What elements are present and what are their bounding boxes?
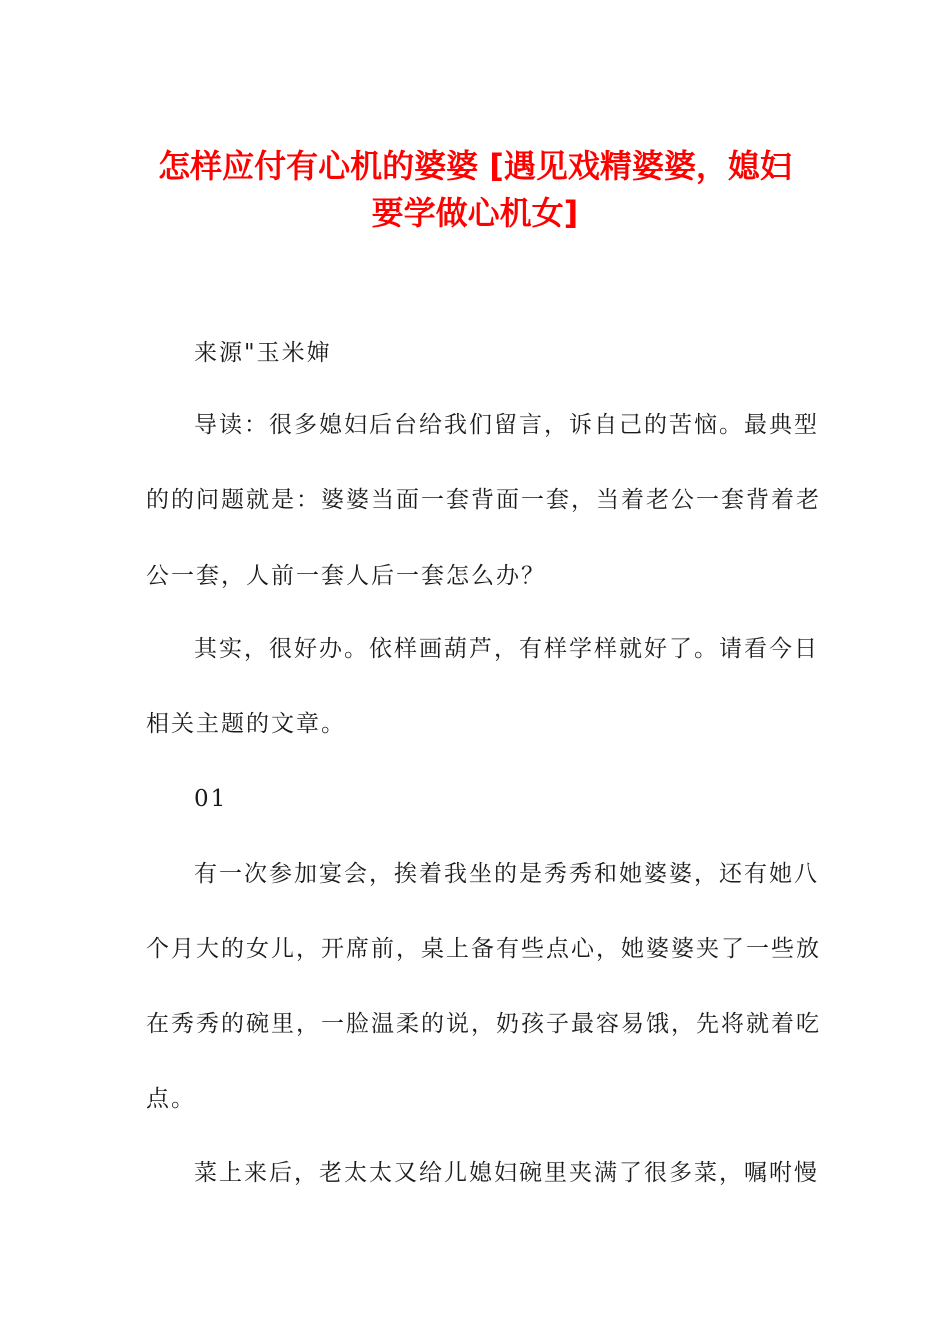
paragraph-line: 其实，很好办。依样画葫芦，有样学样就好了。请看今日	[194, 636, 819, 662]
paragraph-line: 点。	[146, 1086, 196, 1112]
paragraph-line: 导读：很多媳妇后台给我们留言，诉自己的苦恼。最典型	[194, 412, 819, 438]
paragraph-line: 的的问题就是：婆婆当面一套背面一套，当着老公一套背着老	[146, 487, 821, 513]
source-line: 来源"玉米婶	[194, 340, 332, 366]
paragraph-line: 相关主题的文章。	[146, 711, 346, 737]
paragraph-line: 有一次参加宴会，挨着我坐的是秀秀和她婆婆，还有她八	[194, 861, 819, 887]
document-title-line-1: 怎样应付有心机的婆婆 [遇见戏精婆婆，媳妇	[158, 147, 792, 185]
document-title-line-2: 要学做心机女]	[371, 194, 579, 232]
paragraph-line: 公一套，人前一套人后一套怎么办？	[146, 563, 546, 589]
section-number: 01	[194, 786, 228, 812]
paragraph-line: 菜上来后，老太太又给儿媳妇碗里夹满了很多菜，嘱咐慢	[194, 1160, 819, 1186]
paragraph-line: 个月大的女儿，开席前，桌上备有些点心，她婆婆夹了一些放	[146, 936, 821, 962]
paragraph-line: 在秀秀的碗里，一脸温柔的说，奶孩子最容易饿，先将就着吃	[146, 1011, 821, 1037]
